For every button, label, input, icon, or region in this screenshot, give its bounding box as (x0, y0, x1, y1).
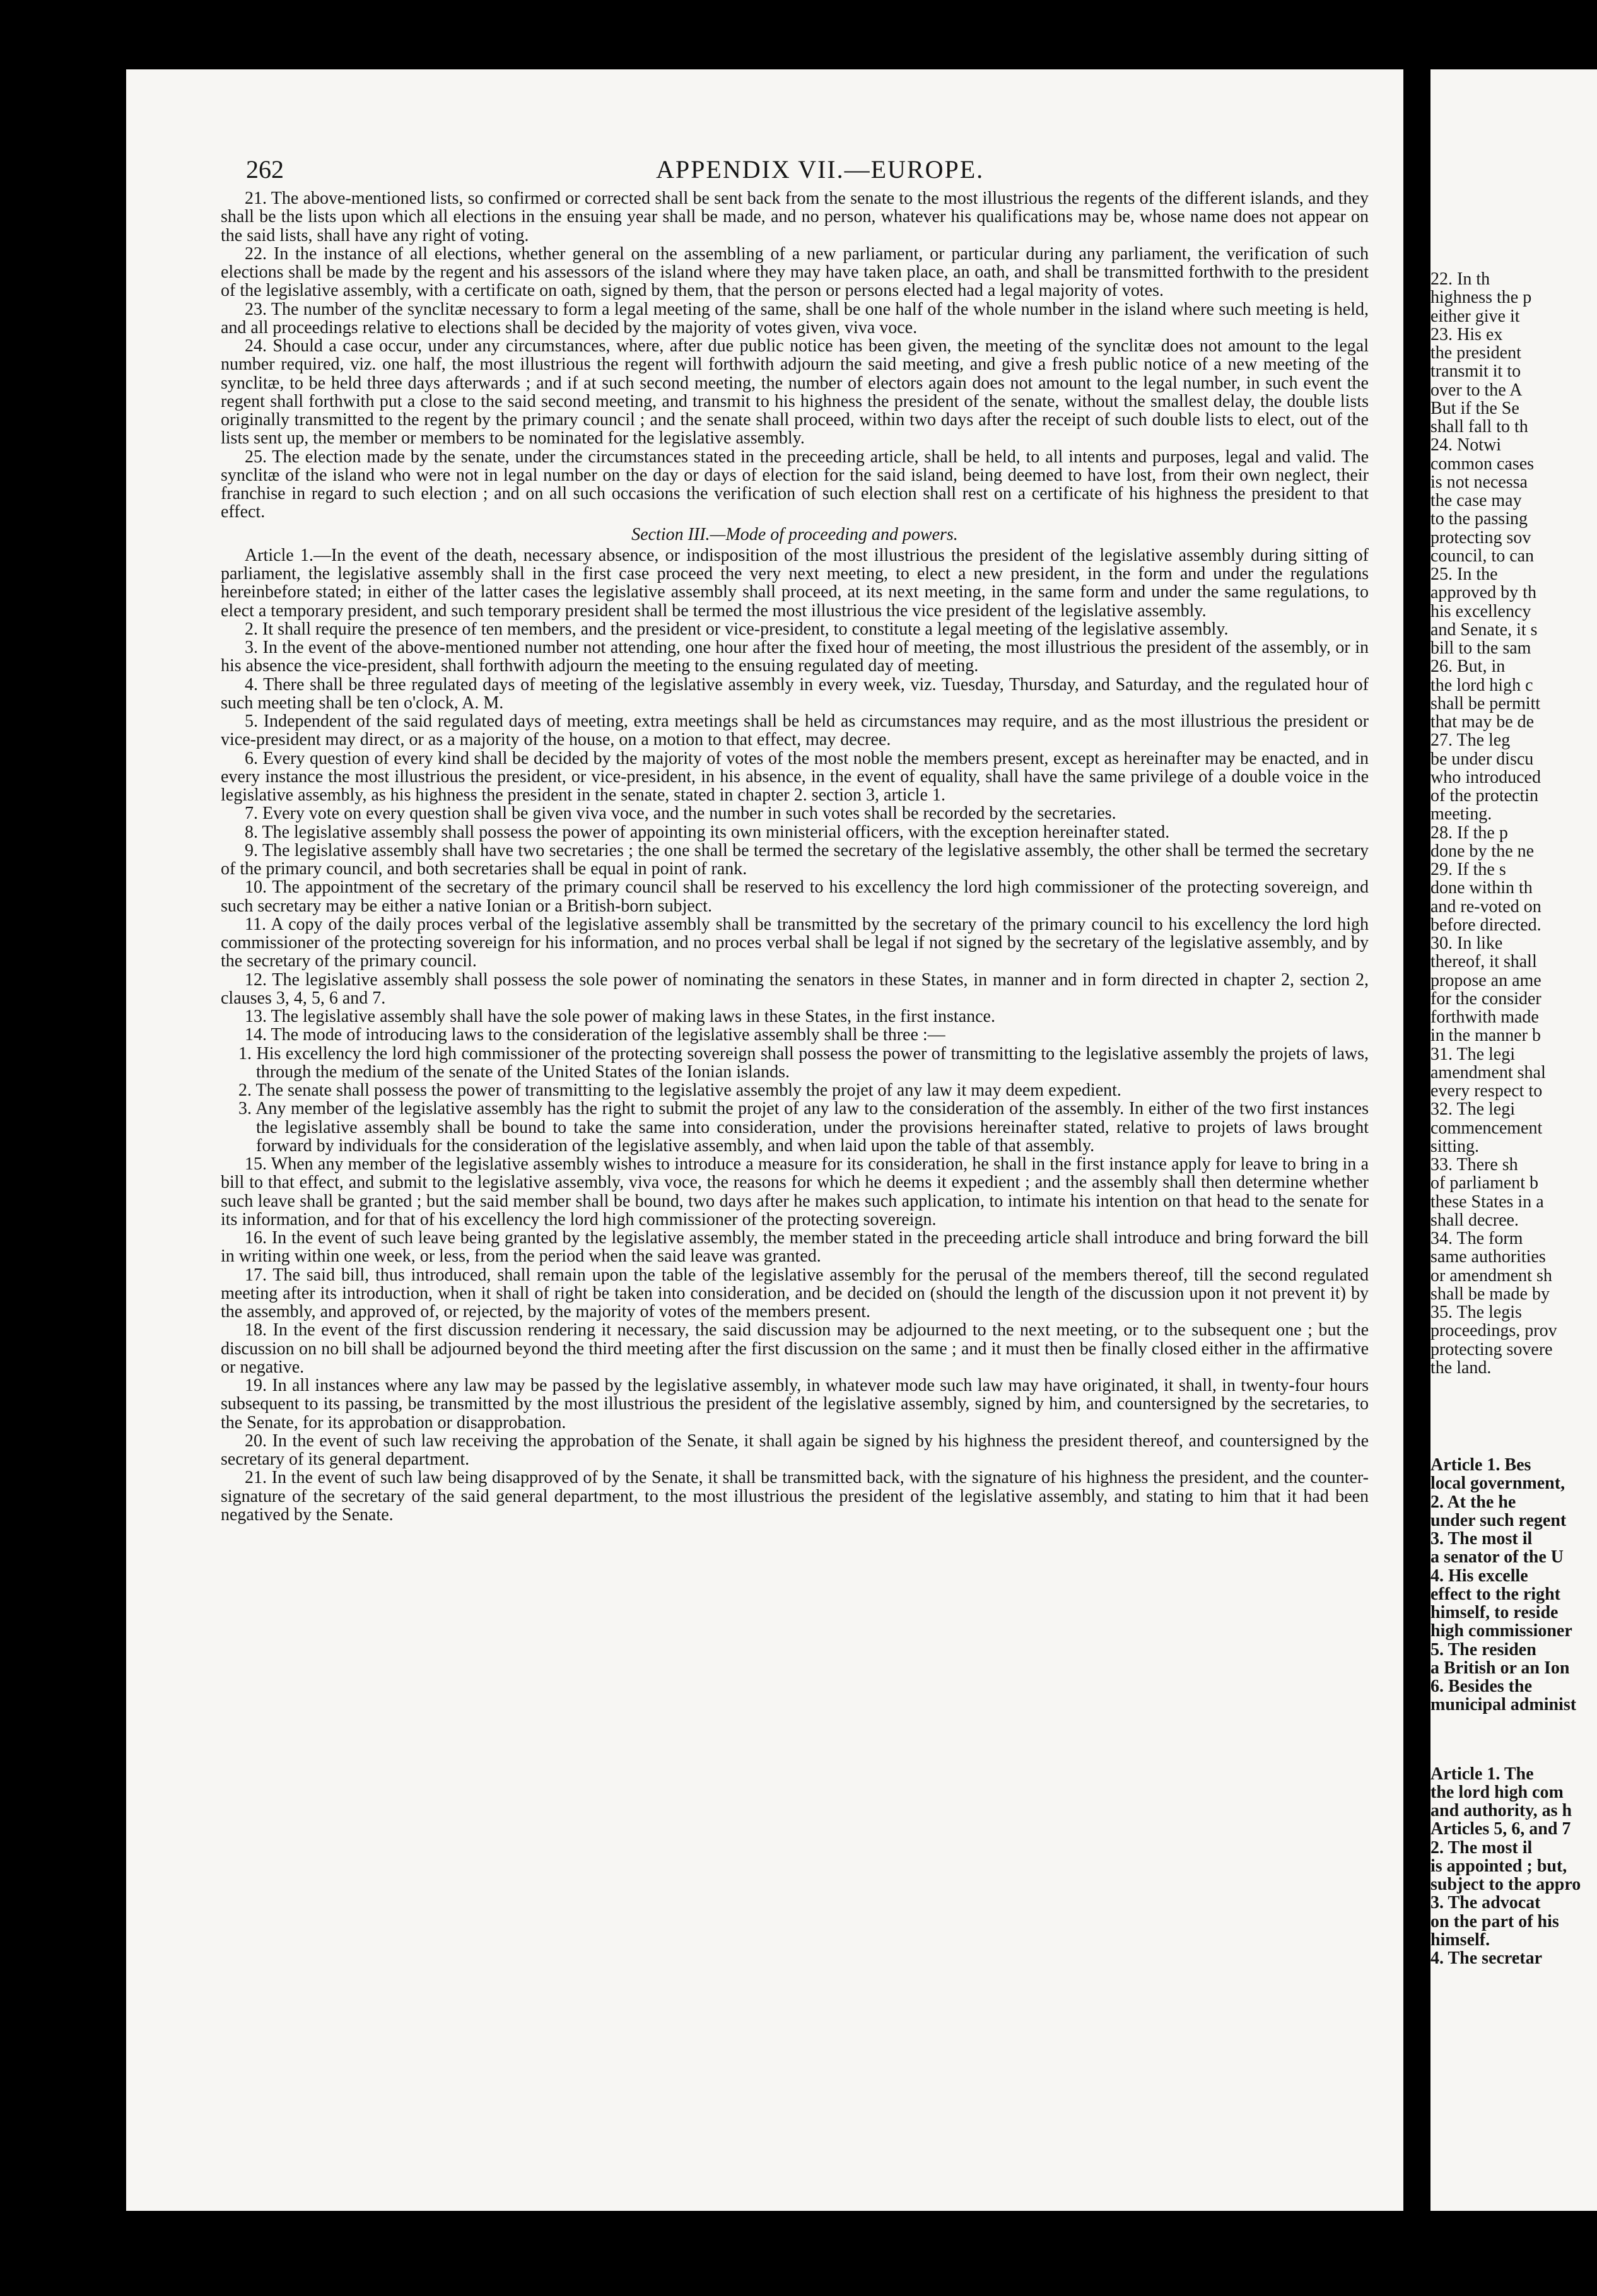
paragraph: 19. In all instances where any law may be passed by the legislative assembly, in whatever mode such law may have originated, it shall, in twenty-four hours subsequent to its passing, be transmitted by the most illustrious the president of the legislative assembly, signed by him, and countersigned by the secretaries, to the Senate, for its approbation or disapprobation. (221, 1376, 1369, 1432)
adjacent-text-line: effect to the right (1430, 1584, 1561, 1604)
adjacent-text-line: commencement (1430, 1118, 1543, 1138)
adjacent-text-line: approved by th (1430, 583, 1536, 603)
adjacent-text-line: common cases (1430, 454, 1535, 474)
paragraph: 21. In the event of such law being disapproved of by the Senate, it shall be transmitted back, with the signature of his highness the president, and the counter-signature of the secretary of the said general department, to the most illustrious the president of the legislative assembly, and stating to him that it had been negatived by the Senate. (221, 1468, 1369, 1525)
adjacent-text-line: 2. The most il (1430, 1837, 1533, 1858)
adjacent-text-line: these States in a (1430, 1192, 1544, 1212)
paragraph: 8. The legislative assembly shall possess the power of appointing its own ministerial officers, with the exception hereinafter stated. (245, 822, 1170, 842)
adjacent-text-line: is appointed ; but, (1430, 1856, 1567, 1876)
mode-item: 1. His excellency the lord high commissioner of the protecting sovereign shall possess the power of transmitting to the legislative assembly the projets of laws, through the medium of the senate of the United States of the Ionian islands. (238, 1043, 1369, 1082)
adjacent-text-line: protecting sov (1430, 527, 1531, 548)
document-page (126, 69, 1403, 2211)
adjacent-text-line: 33. There sh (1430, 1155, 1518, 1174)
adjacent-text-line: is not necessa (1430, 472, 1528, 492)
adjacent-text-line: on the part of his (1430, 1911, 1559, 1931)
paragraph: 24. Should a case occur, under any circumstances, where, after due public notice has been given, the meeting of the synclitæ does not amount to the legal number required, viz. one half, the most illustrious the regent will forthwith adjourn the said meeting, and give a fresh public notice of a new meeting of the synclitæ, to be held three days afterwards ; and if at such second meeting, the number of electors again does not amount to the legal number, in such event the regent shall forthwith put a close to the said second meeting, and transmit to his highness the president of the senate, without the smallest delay, the double lists originally transmitted to the regent by the primary council ; and the senate shall proceed, within two days after the receipt of such double lists to elect, out of the lists sent up, the member or members to be nominated for the legislative assembly. (221, 336, 1369, 448)
adjacent-text-line: 28. If the p (1430, 823, 1508, 843)
adjacent-text-block-c (1430, 1765, 1597, 1968)
adjacent-text-line: shall be made by (1430, 1284, 1550, 1304)
adjacent-text-block-b (1430, 1456, 1597, 1714)
adjacent-text-block-a (1430, 270, 1597, 1377)
adjacent-text-line: 4. The secretar (1430, 1948, 1543, 1968)
adjacent-text-line: local government, (1430, 1473, 1565, 1494)
adjacent-text-line: council, to can (1430, 546, 1535, 566)
paragraph: 12. The legislative assembly shall possess the sole power of nominating the senators in these States, in manner and in form directed in chapter 2, section 2, clauses 3, 4, 5, 6 and 7. (221, 969, 1369, 1008)
adjacent-text-line: and re-voted on (1430, 896, 1541, 917)
paragraph: 21. The above-mentioned lists, so confirmed or corrected shall be sent back from the senate to the most illustrious the regents of the different islands, and they shall be the lists upon which all elections in the ensuing year shall be made, and no person, whatever his qualifications may be, whose name does not appear on the said lists, shall have any right of voting. (221, 189, 1369, 245)
adjacent-text-line: 32. The legi (1430, 1099, 1516, 1120)
adjacent-text-line: But if the Se (1430, 398, 1519, 418)
adjacent-text-line: transmit it to (1430, 361, 1521, 382)
paragraph: 18. In the event of the first discussion rendering it necessary, the said discussion may be adjourned to the next meeting, or to the subsequent one ; but the discussion on no bill shall be adjourned beyond the third meeting after the first discussion on the same ; and it must then be finally closed either in the affirmative or negative. (221, 1320, 1369, 1377)
adjacent-text-line: the president (1430, 343, 1521, 363)
adjacent-text-line: high commissioner (1430, 1621, 1572, 1641)
adjacent-text-line: a British or an Ion (1430, 1658, 1570, 1678)
adjacent-text-line: and Senate, it s (1430, 619, 1538, 640)
paragraph: 9. The legislative assembly shall have two secretaries ; the one shall be termed the secretary of the legislative assembly, the other shall be termed the secretary of the primary council, and both secretaries shall be equal in point of rank. (221, 840, 1369, 879)
adjacent-text-line: Articles 5, 6, and 7 (1430, 1819, 1571, 1839)
adjacent-text-line: over to the A (1430, 380, 1523, 400)
adjacent-text-line: the case may (1430, 491, 1522, 510)
adjacent-text-line: his excellency (1430, 601, 1531, 621)
paragraph: 25. The election made by the senate, under the circumstances stated in the preceeding article, shall be held, to all intents and purposes, legal and valid. The synclitæ of the island who were not in legal number on the day or days of election for the said island, being deemed to have lost, from their own neglect, their franchise in regard to such election ; and on all such occasions the verification of such election shall rest on a certificate of his highness the president to that effect. (221, 447, 1369, 522)
adjacent-text-line: for the consider (1430, 988, 1541, 1009)
adjacent-text-line: under such regent (1430, 1510, 1567, 1530)
adjacent-text-line: proceedings, prov (1430, 1321, 1557, 1341)
adjacent-text-line: 6. Besides the (1430, 1677, 1532, 1696)
adjacent-text-line: 24. Notwi (1430, 435, 1501, 455)
adjacent-text-line: that may be de (1430, 712, 1535, 732)
paragraph: 16. In the event of such leave being granted by the legislative assembly, the member stated in the preceeding article shall introduce and bring forward the bill in writing within one week, or less, from the period when the said leave was granted. (221, 1228, 1369, 1267)
adjacent-text-line: the land. (1430, 1357, 1492, 1378)
adjacent-text-line: same authorities (1430, 1247, 1546, 1267)
adjacent-text-line: who introduced (1430, 767, 1541, 787)
paragraph: 5. Independent of the said regulated days of meeting, extra meetings shall be held as circumstances may require, and as the most illustrious the president or vice-president may direct, or as a majority of the house, on a motion to that effect, may decree. (221, 712, 1369, 750)
adjacent-text-line: shall decree. (1430, 1210, 1519, 1230)
adjacent-text-line: or amendment sh (1430, 1265, 1552, 1286)
mode-item: 2. The senate shall possess the power of transmitting to the legislative assembly the projet of any law it may deem expedient. (238, 1081, 1121, 1100)
adjacent-text-line: be under discu (1430, 749, 1534, 769)
adjacent-text-line: Article 1. Bes (1430, 1455, 1531, 1475)
adjacent-text-line: the lord high com (1430, 1782, 1564, 1802)
paragraph: 7. Every vote on every question shall be given viva voce, and the number in such votes shall be recorded by the secretaries. (245, 804, 1116, 824)
paragraph: 13. The legislative assembly shall have the sole power of making laws in these States, in the first instance. (245, 1007, 995, 1026)
adjacent-text-line: municipal administ (1430, 1695, 1577, 1715)
page-number: 262 (246, 155, 284, 184)
paragraph: Article 1.—In the event of the death, necessary absence, or indisposition of the most illustrious the president of the legislative assembly during sitting of parliament, the legislative assembly shall in the first case proceed the very next meeting, to elect a new president, in the form and under the regulations hereinbefore stated; in either of the latter cases the legislative assembly shall proceed, at its next meeting, in the same form and under the same regulations, to elect a temporary president, and such temporary president shall be termed the most illustrious the vice president of the legislative assembly. (221, 545, 1369, 621)
adjacent-text-line: 3. The advocat (1430, 1893, 1541, 1913)
adjacent-text-line: shall fall to th (1430, 417, 1528, 436)
adjacent-text-line: 22. In th (1430, 269, 1490, 289)
section-heading: Section III.—Mode of proceeding and powers. (631, 524, 958, 544)
adjacent-text-line: propose an ame (1430, 970, 1541, 990)
adjacent-text-line: either give it (1430, 306, 1520, 326)
adjacent-text-line: 23. His ex (1430, 324, 1503, 344)
adjacent-page-text (1430, 270, 1597, 1967)
adjacent-text-line: bill to the sam (1430, 638, 1531, 658)
adjacent-text-line: 31. The legi (1430, 1044, 1516, 1064)
paragraph: 20. In the event of such law receiving the approbation of the Senate, it shall again be signed by his highness the president thereof, and countersigned by the secretary of its general department. (221, 1431, 1369, 1469)
adjacent-text-line: 2. At the he (1430, 1492, 1516, 1512)
adjacent-text-line: himself, to reside (1430, 1603, 1559, 1622)
adjacent-text-line: protecting sovere (1430, 1339, 1553, 1359)
adjacent-text-line: thereof, it shall (1430, 952, 1537, 972)
adjacent-text-line: and authority, as h (1430, 1801, 1572, 1820)
adjacent-text-line: a senator of the U (1430, 1547, 1564, 1567)
left-column-text (221, 189, 1369, 1524)
adjacent-text-line: 27. The leg (1430, 730, 1511, 751)
paragraph: 23. The number of the synclitæ necessary to form a legal meeting of the same, shall be one half of the whole number in the island where such meeting is held, and all proceedings relative to elections shall be decided by the majority of votes given, viva voce. (221, 299, 1369, 337)
paragraph: 17. The said bill, thus introduced, shall remain upon the table of the legislative assembly for the perusal of the members thereof, till the second regulated meeting after its introduction, when it shall of right be taken into consideration, and be decided on (should the length of the discussion upon it not prevent it) by the assembly, and approved of, or rejected, by the majority of votes of the members present. (221, 1265, 1369, 1321)
adjacent-text-line: amendment shal (1430, 1062, 1546, 1082)
adjacent-text-line: 4. His excelle (1430, 1566, 1528, 1586)
adjacent-text-line: 5. The residen (1430, 1639, 1536, 1660)
adjacent-text-line: 26. But, in (1430, 657, 1506, 677)
paragraph: 4. There shall be three regulated days of meeting of the legislative assembly in every week, viz. Tuesday, Thursday, and Saturday, and the regulated hour of such meeting shall be ten o'clock, A. M. (221, 674, 1369, 713)
adjacent-text-line: to the passing (1430, 509, 1528, 529)
mode-item: 3. Any member of the legislative assembly has the right to submit the projet of any law to the consideration of the assembly. In either of the two first instances the legislative assembly shall be bound to take the same into consideration, under the provisions hereinafter stated, relative to projets of laws brought forward by individuals for the consideration of the legislative assembly, and when laid upon the table of that assembly. (238, 1099, 1369, 1156)
adjacent-text-line: done by the ne (1430, 841, 1535, 861)
adjacent-text-line: of the protectin (1430, 786, 1539, 805)
paragraph: 22. In the instance of all elections, whether general on the assembling of a new parliament, or particular during any parliament, the verification of such elections shall be made by the regent and his assessors of the island where they may have taken place, an oath, and shall be transmitted forthwith to the president of the legislative assembly, with a certificate on oath, signed by them, that the person or persons elected had a legal majority of votes. (221, 243, 1369, 301)
adjacent-text-line: 34. The form (1430, 1229, 1523, 1248)
paragraph: 6. Every question of every kind shall be decided by the majority of votes of the most noble the members present, except as hereinafter may be enacted, and in every instance the most illustrious the president, or vice-president, in his absence, in the event of equality, shall have the same privilege of a double voice in the legislative assembly, as his highness the president in the senate, stated in chapter 2. section 3, article 1. (221, 748, 1369, 805)
adjacent-text-line: forthwith made (1430, 1007, 1539, 1027)
adjacent-text-line: 29. If the s (1430, 860, 1506, 879)
adjacent-text-line: sitting. (1430, 1136, 1480, 1156)
paragraph: 14. The mode of introducing laws to the consideration of the legislative assembly shall be three :— (245, 1025, 945, 1045)
paragraph: 10. The appointment of the secretary of the primary council shall be reserved to his excellency the lord high commissioner of the protecting sovereign, and such secretary may be either a native Ionian or a British-born subject. (221, 877, 1369, 916)
adjacent-text-line: subject to the appro (1430, 1875, 1581, 1894)
adjacent-page-fragment (1430, 69, 1597, 2211)
adjacent-text-line: himself. (1430, 1930, 1490, 1950)
adjacent-text-line: in the manner b (1430, 1026, 1541, 1046)
adjacent-text-line: every respect to (1430, 1081, 1543, 1101)
adjacent-text-line: 3. The most il (1430, 1529, 1533, 1549)
adjacent-text-line: Article 1. The (1430, 1764, 1534, 1784)
paragraph: 11. A copy of the daily proces verbal of the legislative assembly shall be transmitted by the secretary of the primary council to his excellency the lord high commissioner of the protecting sovereign for his information, and no proces verbal shall be legal if not signed by the secretary of the legislative assembly, and by the secretary of the primary council. (221, 914, 1369, 971)
paragraph: 3. In the event of the above-mentioned number not attending, one hour after the fixed hour of meeting, the most illustrious the president of the assembly, or in his absence the vice-president, shall forthwith adjourn the meeting to the ensuing regulated day of meeting. (221, 638, 1369, 676)
adjacent-text-line: meeting. (1430, 804, 1492, 824)
adjacent-text-line: 25. In the (1430, 565, 1498, 584)
adjacent-text-line: 30. In like (1430, 934, 1503, 953)
adjacent-text-line: of parliament b (1430, 1173, 1539, 1193)
adjacent-text-line: before directed. (1430, 915, 1541, 935)
running-head: APPENDIX VII.—EUROPE. (656, 155, 985, 184)
adjacent-text-line: highness the p (1430, 288, 1532, 308)
adjacent-text-line: done within th (1430, 878, 1533, 898)
adjacent-text-line: 35. The legis (1430, 1303, 1522, 1322)
adjacent-text-line: shall be permitt (1430, 693, 1541, 713)
paragraph: 15. When any member of the legislative assembly wishes to introduce a measure for its consideration, he shall in the first instance apply for leave to bring in a bill to that effect, and submit to the legislative assembly, viva voce, the reasons for which he deems it expedient ; and the assembly shall then determine whether such leave shall be granted ; but the said member shall be bound, two days after he makes such application, to intimate his intention on that head to the senate for its information, and for that of his excellency the lord high commissioner of the protecting sovereign. (221, 1154, 1369, 1229)
adjacent-text-line: the lord high c (1430, 675, 1533, 695)
paragraph: 2. It shall require the presence of ten members, and the president or vice-president, to constitute a legal meeting of the legislative assembly. (245, 619, 1229, 639)
